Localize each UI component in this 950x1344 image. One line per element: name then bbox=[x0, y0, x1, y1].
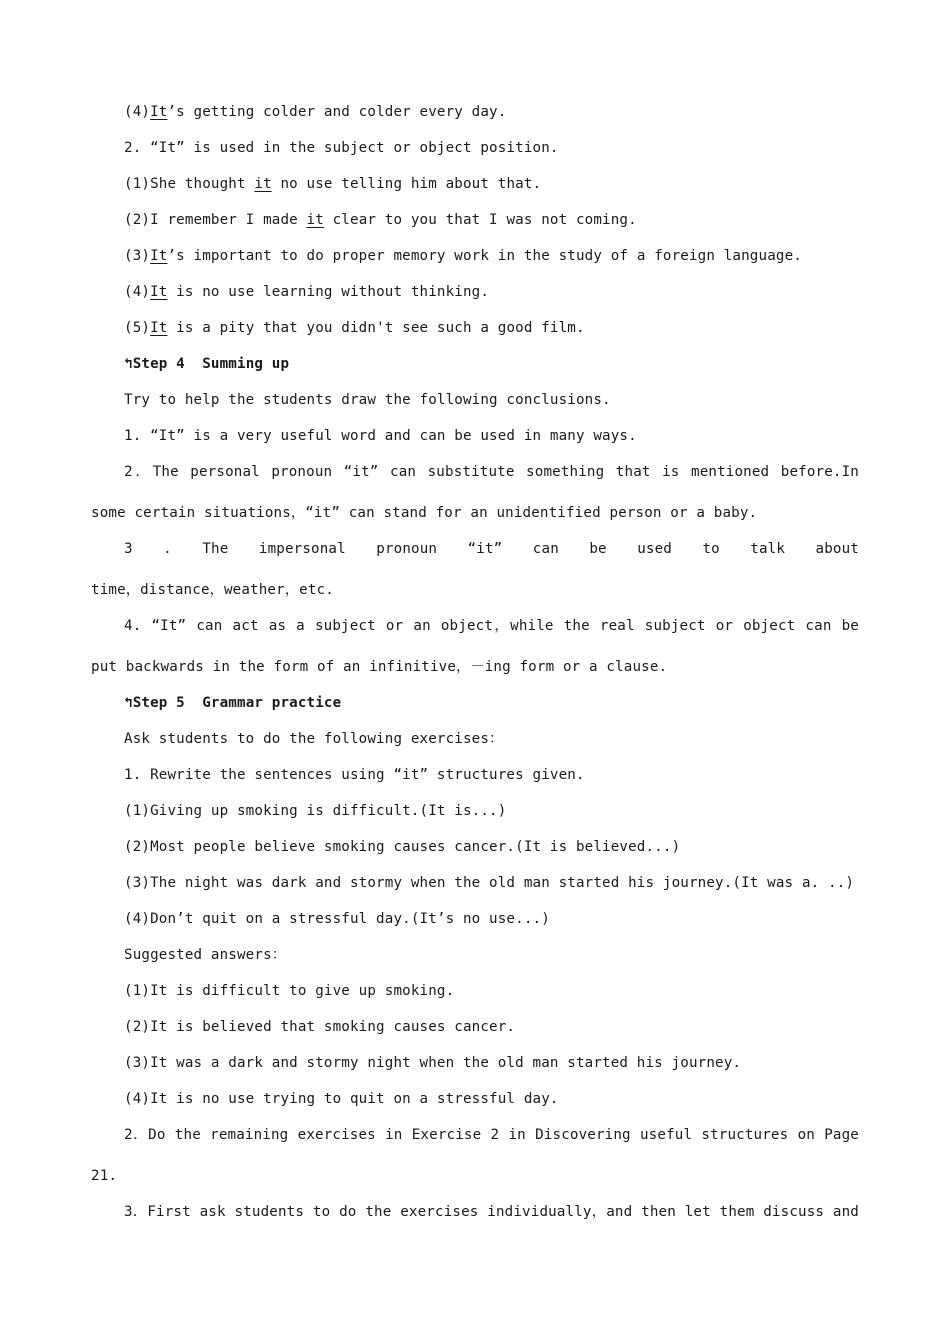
paragraph-line: Suggested answers： bbox=[124, 947, 287, 963]
underlined-it: It bbox=[150, 320, 168, 336]
underlined-it: It bbox=[150, 248, 168, 264]
paragraph-line: 3 . The impersonal pronoun “it” can be used to talk about bbox=[124, 541, 859, 557]
text-span: (2)I remember I made bbox=[124, 212, 307, 228]
step-heading bbox=[124, 693, 341, 713]
step-marker-icon: ↰ bbox=[124, 695, 133, 711]
paragraph-line: Try to help the students draw the following conclusions. bbox=[124, 392, 611, 408]
answer-line: (4)It is no use trying to quit on a stressful day. bbox=[124, 1091, 559, 1107]
paragraph-line: 1. “It” is a very useful word and can be used in many ways. bbox=[124, 428, 637, 444]
text-span: is no use learning without thinking. bbox=[167, 284, 490, 300]
underlined-it: It bbox=[150, 104, 168, 120]
exercise-line: (3)The night was dark and stormy when the old man started his journey.(It was a. ..) bbox=[124, 875, 855, 891]
underlined-it: It bbox=[150, 284, 168, 300]
paragraph-line: some certain situations，“it” can stand for an unidentified person or a baby. bbox=[91, 505, 758, 521]
underlined-it: it bbox=[254, 176, 272, 192]
text-span: (4) bbox=[124, 284, 151, 300]
text-span: ’s getting colder and colder every day. bbox=[167, 104, 507, 120]
example-line bbox=[124, 210, 637, 230]
example-line bbox=[124, 282, 489, 302]
text-span: clear to you that I was not coming. bbox=[323, 212, 637, 228]
example-line bbox=[124, 318, 585, 338]
exercise-line: (2)Most people believe smoking causes cancer.(It is believed...) bbox=[124, 839, 681, 855]
paragraph-line: time，distance，weather，etc. bbox=[91, 582, 334, 598]
answer-line: (1)It is difficult to give up smoking. bbox=[124, 983, 455, 999]
underlined-it: it bbox=[306, 212, 324, 228]
paragraph-line: 2．Do the remaining exercises in Exercise 2 in Discovering useful structures on Page bbox=[124, 1127, 859, 1143]
exercise-line: (1)Giving up smoking is difficult.(It is...) bbox=[124, 803, 507, 819]
answer-line: (2)It is believed that smoking causes cancer. bbox=[124, 1019, 516, 1035]
paragraph-line: 21. bbox=[91, 1168, 118, 1184]
step-marker-icon: ↰ bbox=[124, 356, 133, 372]
paragraph-line: 1. Rewrite the sentences using “it” structures given. bbox=[124, 767, 585, 783]
text-span: no use telling him about that. bbox=[271, 176, 542, 192]
text-span: ’s important to do proper memory work in the study of a foreign language. bbox=[167, 248, 802, 264]
paragraph-line: Ask students to do the following exercises： bbox=[124, 731, 504, 747]
paragraph-line: 3．First ask students to do the exercises individually，and then let them discuss and bbox=[124, 1204, 859, 1220]
text-span: (4) bbox=[124, 104, 151, 120]
text-span: is a pity that you didn't see such a good film. bbox=[167, 320, 585, 336]
example-line bbox=[124, 102, 506, 122]
text-span: (3) bbox=[124, 248, 151, 264]
example-line bbox=[124, 246, 802, 266]
text-span: (1)She thought bbox=[124, 176, 255, 192]
step-title: Step 5 Grammar practice bbox=[132, 695, 342, 711]
paragraph-line: 4. “It” can act as a subject or an object，while the real subject or object can be bbox=[124, 618, 859, 634]
answer-line: (3)It was a dark and stormy night when the old man started his journey. bbox=[124, 1055, 742, 1071]
paragraph-line: 2．The personal pronoun “it” can substitute something that is mentioned before.In bbox=[124, 464, 859, 480]
text-span: (5) bbox=[124, 320, 151, 336]
exercise-line: (4)Don’t quit on a stressful day.(It’s no use...) bbox=[124, 911, 550, 927]
step-title: Step 4 Summing up bbox=[132, 356, 290, 372]
step-heading bbox=[124, 354, 289, 374]
example-line bbox=[124, 174, 541, 194]
section-line: 2. “It” is used in the subject or object position. bbox=[124, 140, 559, 156]
paragraph-line: put backwards in the form of an infinitive，－ing form or a clause. bbox=[91, 659, 668, 675]
